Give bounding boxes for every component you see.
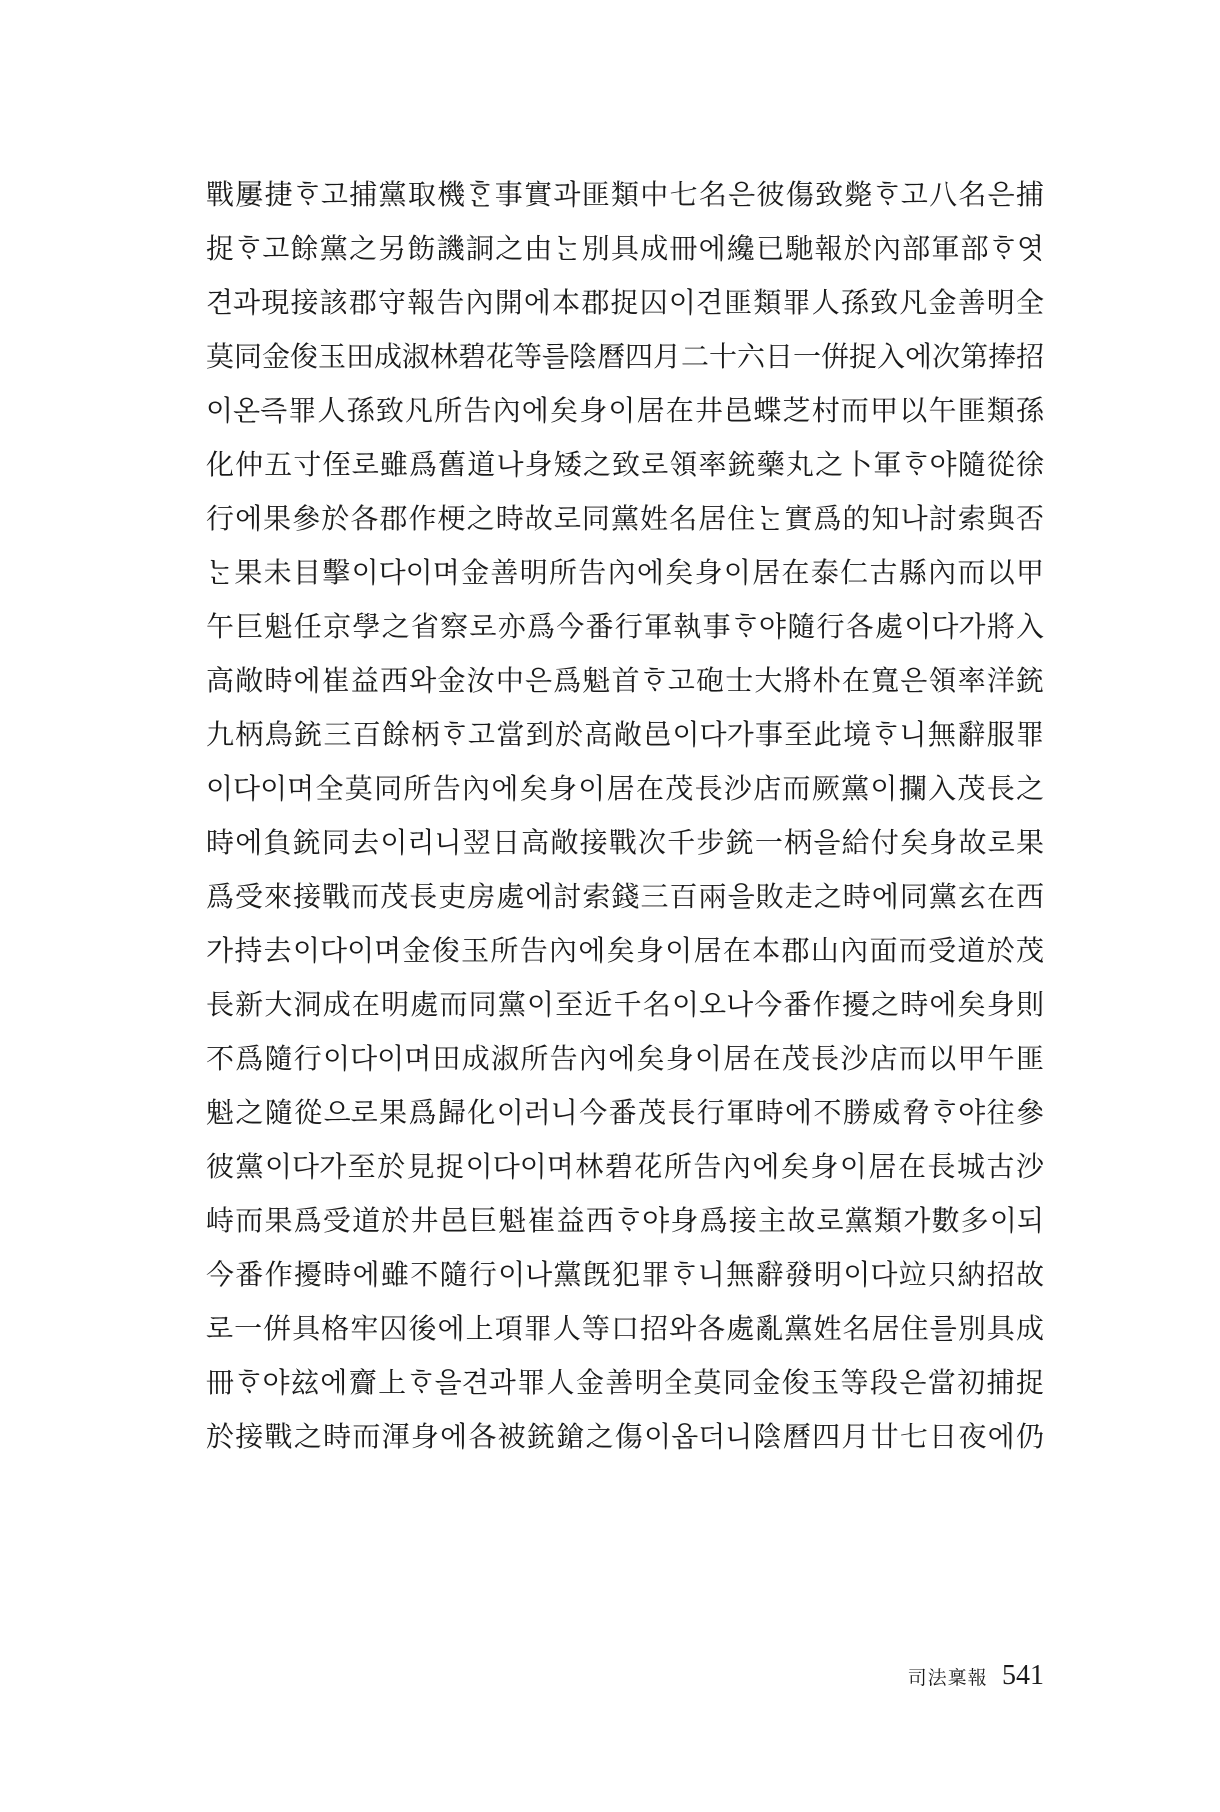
text-line: 가持去이다이며金俊玉所告內에矣身이居在本郡山內面而受道於茂 (206, 934, 1044, 967)
text-line: 이온즉罪人孫致凡所告內에矣身이居在井邑蝶芝村而甲以午匪類孫 (206, 394, 1044, 427)
text-line: 九柄鳥銃三百餘柄ᄒᆞ고當到於高敞邑이다가事至此境ᄒᆞ니無辭服罪 (206, 718, 1044, 751)
text-line: 峙而果爲受道於井邑巨魁崔益西ᄒᆞ야身爲接主故로黨類가數多이되 (206, 1204, 1044, 1237)
text-line: 彼黨이다가至於見捉이다이며林碧花所告內에矣身이居在長城古沙 (206, 1150, 1044, 1183)
text-line: 行에果參於各郡作梗之時故로同黨姓名居住ᄂᆞᆫ實爲的知나討索與否 (206, 502, 1044, 535)
text-line: 今番作擾時에雖不隨行이나黨旣犯罪ᄒᆞ니無辭發明이다竝只納招故 (206, 1258, 1044, 1291)
text-line: 午巨魁任京學之省察로亦爲今番行軍執事ᄒᆞ야隨行各處이다가將入 (206, 610, 1044, 643)
text-line: 冊ᄒᆞ야玆에齎上ᄒᆞ을견과罪人金善明全莫同金俊玉等段은當初捕捉 (206, 1366, 1044, 1399)
text-line: 捉ᄒᆞ고餘黨之另飭譏詷之由ᄂᆞᆫ別具成冊에纔已馳報於內部軍部ᄒᆞ엿 (206, 232, 1044, 265)
text-line: 로一倂具格牢囚後에上項罪人等口招와各處亂黨姓名居住를別具成 (206, 1312, 1044, 1345)
text-line: 時에負銃同去이리니翌日高敞接戰次千步銃一柄을給付矣身故로果 (206, 826, 1044, 859)
publication-title: 司法稟報 (907, 1667, 988, 1689)
text-line: 이다이며全莫同所告內에矣身이居在茂長沙店而厥黨이攔入茂長之 (206, 772, 1044, 805)
page-number: 541 (1002, 1660, 1044, 1691)
text-line: ᄂᆞᆫ果未目擊이다이며金善明所告內에矣身이居在泰仁古縣內而以甲 (206, 556, 1044, 589)
body-text (206, 168, 1044, 1464)
text-line: 魁之隨從으로果爲歸化이러니今番茂長行軍時에不勝威脅ᄒᆞ야往參 (206, 1096, 1044, 1129)
text-line: 化仲五寸侄로雖爲舊道나身矮之致로領率銃藥丸之卜軍ᄒᆞ야隨從徐 (206, 448, 1044, 481)
text-line: 高敞時에崔益西와金汝中은爲魁首ᄒᆞ고砲士大將朴在寬은領率洋銃 (206, 664, 1044, 697)
page-footer (908, 1660, 1044, 1694)
text-line: 長新大洞成在明處而同黨이至近千名이오나今番作擾之時에矣身則 (206, 988, 1044, 1021)
text-line: 爲受來接戰而茂長吏房處에討索錢三百兩을敗走之時에同黨玄在西 (206, 880, 1044, 913)
text-line: 견과現接該郡守報告內開에本郡捉囚이견匪類罪人孫致凡金善明全 (206, 286, 1044, 319)
text-line: 不爲隨行이다이며田成淑所告內에矣身이居在茂長沙店而以甲午匪 (206, 1042, 1044, 1075)
text-line: 莫同金俊玉田成淑林碧花等를陰曆四月二十六日一倂捉入에次第捧招 (206, 340, 1044, 373)
text-line: 於接戰之時而渾身에各被銃鎗之傷이옵더니陰曆四月廿七日夜에仍 (206, 1420, 1044, 1453)
text-line: 戰屢捷ᄒᆞ고捕黨取機ᄒᆞᆫ事實과匪類中七名은彼傷致斃ᄒᆞ고八名은捕 (206, 178, 1044, 211)
